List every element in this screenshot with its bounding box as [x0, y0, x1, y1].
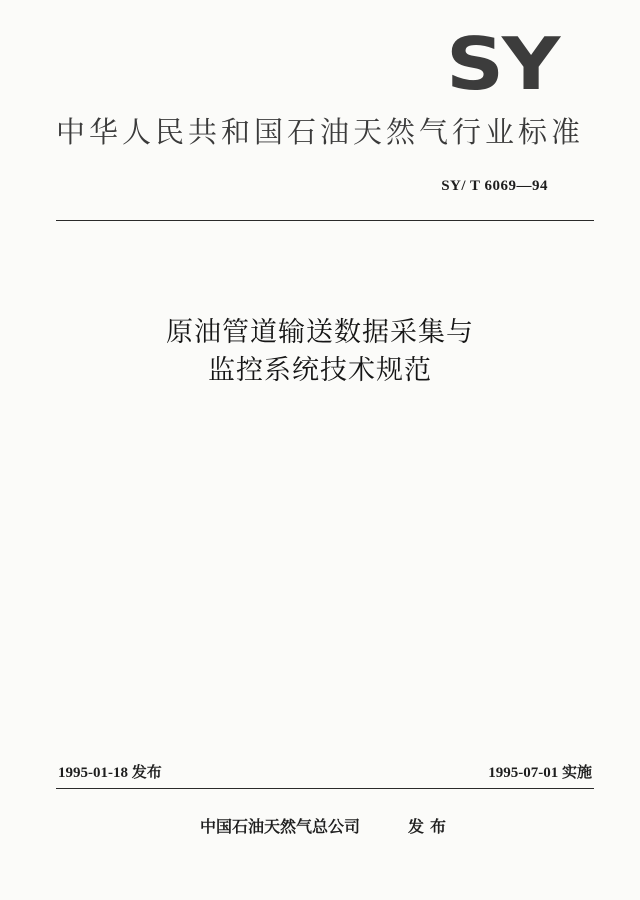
implementation-date: 1995-07-01 实施 [488, 765, 592, 781]
document-title-line-1: 原油管道输送数据采集与 [166, 317, 474, 348]
document-title-line-2: 监控系统技术规范 [208, 355, 432, 386]
top-divider [56, 220, 594, 221]
bottom-divider [56, 788, 594, 789]
publish-label: 发布 [408, 817, 453, 836]
standard-code: SY/ T 6069—94 [441, 178, 548, 194]
sy-logo: SY [446, 22, 558, 106]
publisher-name: 中国石油天然气总公司 [200, 817, 361, 836]
standard-category-title: 中华人民共和国石油天然气行业标准 [55, 115, 584, 149]
issue-date: 1995-01-18 发布 [58, 765, 162, 781]
